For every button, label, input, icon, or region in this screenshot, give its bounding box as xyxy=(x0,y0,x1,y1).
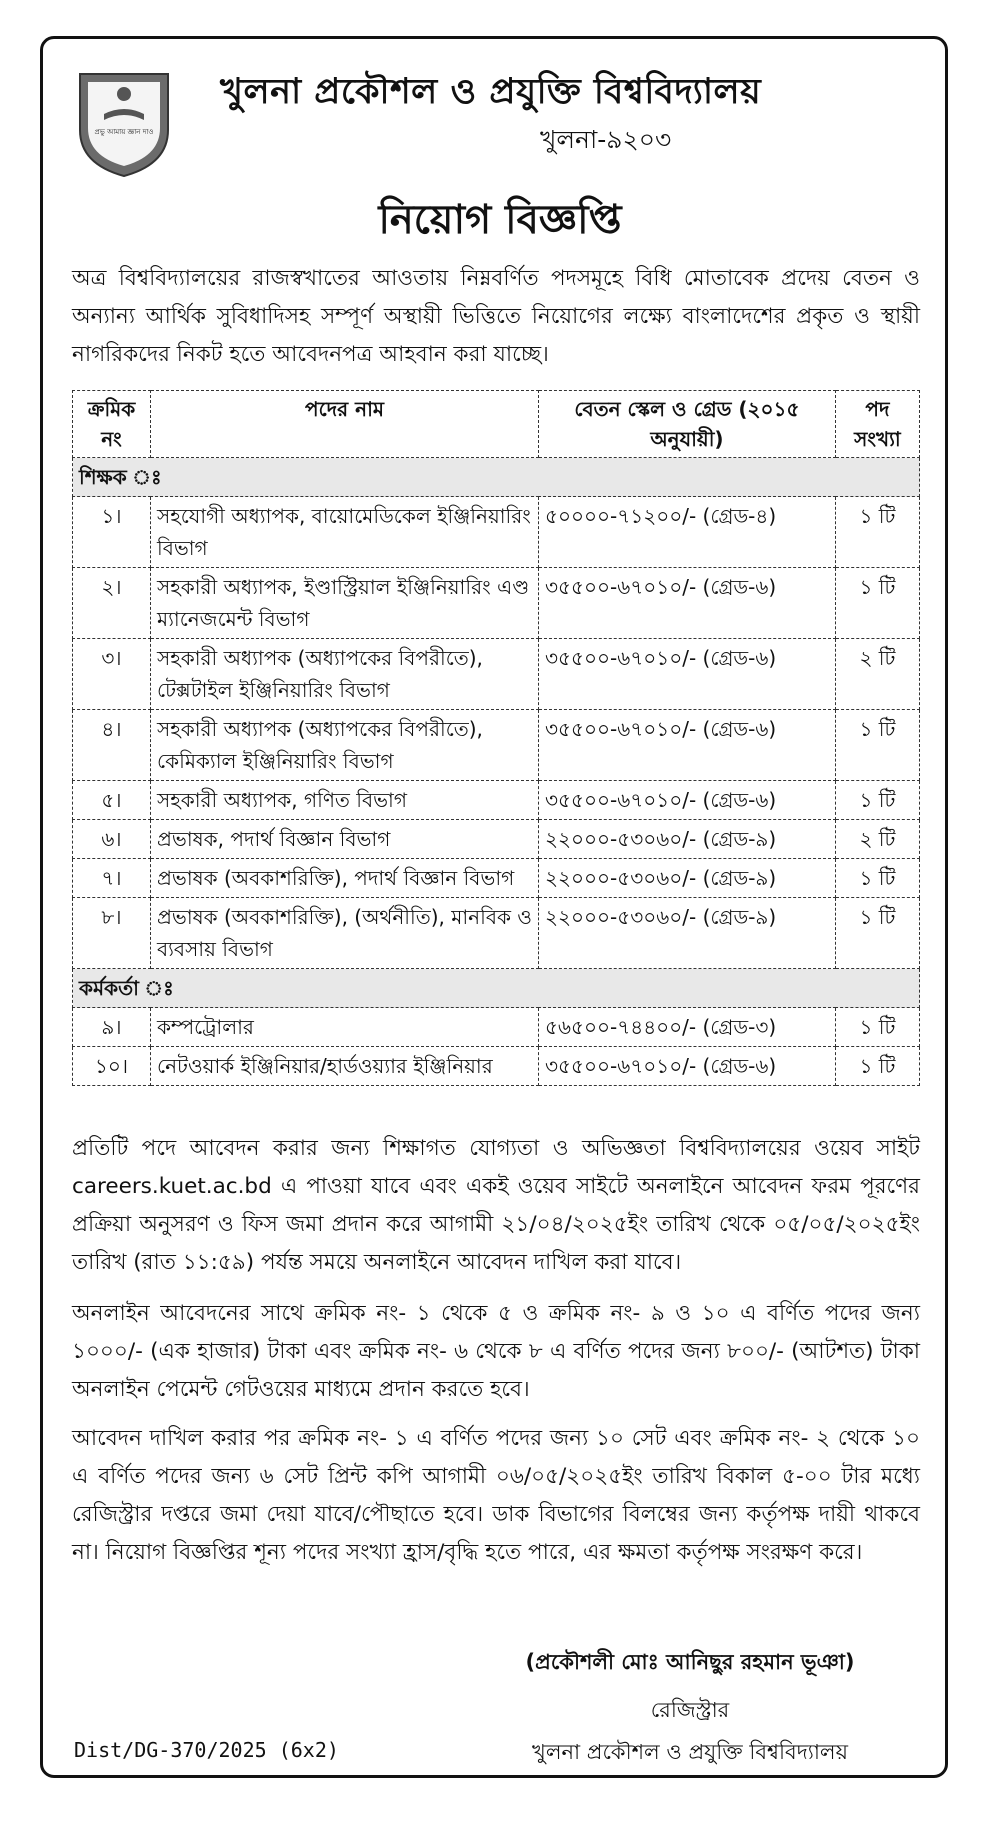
cell-scale: ৫০০০০-৭১২০০/- (গ্রেড-৪) xyxy=(539,497,836,568)
university-name: খুলনা প্রকৌশল ও প্রযুক্তি বিশ্ববিদ্যালয় xyxy=(220,72,762,112)
cell-post: নেটওয়ার্ক ইঞ্জিনিয়ার/হার্ডওয়্যার ইঞ্জিনিয়ার xyxy=(151,1047,539,1086)
cell-serial: ৪। xyxy=(73,710,151,781)
cell-serial: ২। xyxy=(73,568,151,639)
cell-post: সহকারী অধ্যাপক, ইণ্ডাস্ট্রিয়াল ইঞ্জিনিয়ারিং এণ্ড ম্যানেজমেন্ট বিভাগ xyxy=(151,568,539,639)
cell-post: সহকারী অধ্যাপক (অধ্যাপকের বিপরীতে), কেমিক্যাল ইঞ্জিনিয়ারিং বিভাগ xyxy=(151,710,539,781)
cell-post: কম্পট্রোলার xyxy=(151,1008,539,1047)
section-title: শিক্ষক ঃ xyxy=(73,458,920,497)
posts-table xyxy=(72,390,920,1086)
cell-serial: ১। xyxy=(73,497,151,568)
cell-post: সহকারী অধ্যাপক (অধ্যাপকের বিপরীতে), টেক্সটাইল ইঞ্জিনিয়ারিং বিভাগ xyxy=(151,639,539,710)
table-row xyxy=(73,497,920,568)
cell-serial: ৮। xyxy=(73,898,151,969)
cell-scale: ২২০০০-৫৩০৬০/- (গ্রেড-৯) xyxy=(539,859,836,898)
signatory-name: (প্রকৌশলী মোঃ আনিছুর রহমান ভূঞা) xyxy=(525,1650,855,1674)
signatory-designation: রেজিস্ট্রার xyxy=(650,1698,730,1722)
table-row xyxy=(73,1008,920,1047)
cell-count: ১ টি xyxy=(835,497,919,568)
cell-scale: ৫৬৫০০-৭৪৪০০/- (গ্রেড-৩) xyxy=(539,1008,836,1047)
cell-serial: ৩। xyxy=(73,639,151,710)
header-scale: বেতন স্কেল ও গ্রেড (২০১৫ অনুযায়ী) xyxy=(539,391,836,458)
cell-count: ১ টি xyxy=(835,568,919,639)
table-row xyxy=(73,710,920,781)
table-row xyxy=(73,781,920,820)
application-paragraph: প্রতিটি পদে আবেদন করার জন্য শিক্ষাগত যোগ্যতা ও অভিজ্ঞতা বিশ্ববিদ্যালয়ের ওয়েব সাইট careers.kuet.ac.bd এ পাওয়া যাবে এবং একই ওয়েব সাইটে অনলাইনে আবেদন ফরম পূরণের প্রক্রিয়া অনুসরণ ও ফিস জমা প্রদান করে আগামী ২১/০৪/২০২৫ইং তারিখ থেকে ০৫/০৫/২০২৫ইং তারিখ (রাত ১১:৫৯) পর্যন্ত সময়ে অনলাইনে আবেদন দাখিল করা যাবে। xyxy=(72,1136,920,1275)
cell-post: সহকারী অধ্যাপক, গণিত বিভাগ xyxy=(151,781,539,820)
dist-code: Dist/DG-370/2025 (6x2) xyxy=(74,1738,339,1762)
cell-count: ১ টি xyxy=(835,859,919,898)
cell-scale: ২২০০০-৫৩০৬০/- (গ্রেড-৯) xyxy=(539,898,836,969)
table-row xyxy=(73,898,920,969)
table-row xyxy=(73,859,920,898)
cell-scale: ৩৫৫০০-৬৭০১০/- (গ্রেড-৬) xyxy=(539,710,836,781)
cell-post: প্রভাষক (অবকাশরিক্তি), পদার্থ বিজ্ঞান বিভাগ xyxy=(151,859,539,898)
cell-scale: ২২০০০-৫৩০৬০/- (গ্রেড-৯) xyxy=(539,820,836,859)
section-row-officers xyxy=(73,969,920,1008)
table-row xyxy=(73,568,920,639)
cell-count: ২ টি xyxy=(835,820,919,859)
intro-paragraph: অত্র বিশ্ববিদ্যালয়ের রাজস্বখাতের আওতায় নিম্নবর্ণিত পদসমূহে বিধি মোতাবেক প্রদেয় বেতন ও অন্যান্য আর্থিক সুবিধাদিসহ সম্পূর্ণ অস্থায়ী ভিত্তিতে নিয়োগের লক্ষ্যে বাংলাদেশের প্রকৃত ও স্থায়ী নাগরিকদের নিকট হতে আবেদনপত্র আহবান করা যাচ্ছে। xyxy=(72,266,920,367)
cell-scale: ৩৫৫০০-৬৭০১০/- (গ্রেড-৬) xyxy=(539,639,836,710)
signatory-organization: খুলনা প্রকৌশল ও প্রযুক্তি বিশ্ববিদ্যালয় xyxy=(532,1740,848,1764)
section-row-teachers xyxy=(73,458,920,497)
section-title: কর্মকর্তা ঃ xyxy=(73,969,920,1008)
table-header-row xyxy=(73,391,920,458)
cell-count: ১ টি xyxy=(835,1008,919,1047)
cell-serial: ৫। xyxy=(73,781,151,820)
notice-title: নিয়োগ বিজ্ঞপ্তি xyxy=(378,197,622,243)
university-city: খুলনা-৯২০৩ xyxy=(540,125,672,154)
cell-count: ১ টি xyxy=(835,710,919,781)
table-row xyxy=(73,639,920,710)
fee-paragraph: অনলাইন আবেদনের সাথে ক্রমিক নং- ১ থেকে ৫ ও ক্রমিক নং- ৯ ও ১০ এ বর্ণিত পদের জন্য ১০০০/- (এক হাজার) টাকা এবং ক্রমিক নং- ৬ থেকে ৮ এ বর্ণিত পদের জন্য ৮০০/- (আটশত) টাকা অনলাইন পেমেন্ট গেটওয়ের মাধ্যমে প্রদান করতে হবে। xyxy=(72,1301,920,1402)
table-row xyxy=(73,1047,920,1086)
cell-serial: ৬। xyxy=(73,820,151,859)
submission-paragraph: আবেদন দাখিল করার পর ক্রমিক নং- ১ এ বর্ণিত পদের জন্য ১০ সেট এবং ক্রমিক নং- ২ থেকে ১০ এ বর্ণিত পদের জন্য ৬ সেট প্রিন্ট কপি আগামী ০৬/০৫/২০২৫ইং তারিখ বিকাল ৫-০০ টার মধ্যে রেজিস্ট্রার দপ্তরে জমা দেয়া যাবে/পৌছাতে হবে। ডাক বিভাগের বিলম্বের জন্য কর্তৃপক্ষ দায়ী থাকবে না। নিয়োগ বিজ্ঞপ্তির শূন্য পদের সংখ্যা হ্রাস/বৃদ্ধি হতে পারে, এর ক্ষমতা কর্তৃপক্ষ সংরক্ষণ করে। xyxy=(72,1426,920,1565)
cell-scale: ৩৫৫০০-৬৭০১০/- (গ্রেড-৬) xyxy=(539,781,836,820)
cell-serial: ৯। xyxy=(73,1008,151,1047)
header-serial: ক্রমিক নং xyxy=(73,391,151,458)
table-row xyxy=(73,820,920,859)
header-count: পদ সংখ্যা xyxy=(835,391,919,458)
cell-count: ১ টি xyxy=(835,1047,919,1086)
logo-motto: প্রভু আমায় জ্ঞান দাও xyxy=(94,128,154,136)
cell-scale: ৩৫৫০০-৬৭০১০/- (গ্রেড-৬) xyxy=(539,568,836,639)
cell-count: ১ টি xyxy=(835,898,919,969)
cell-post: সহযোগী অধ্যাপক, বায়োমেডিকেল ইঞ্জিনিয়ারিং বিভাগ xyxy=(151,497,539,568)
cell-serial: ৭। xyxy=(73,859,151,898)
cell-count: ২ টি xyxy=(835,639,919,710)
cell-post: প্রভাষক, পদার্থ বিজ্ঞান বিভাগ xyxy=(151,820,539,859)
cell-post: প্রভাষক (অবকাশরিক্তি), (অর্থনীতি), মানবিক ও ব্যবসায় বিভাগ xyxy=(151,898,539,969)
cell-scale: ৩৫৫০০-৬৭০১০/- (গ্রেড-৬) xyxy=(539,1047,836,1086)
cell-count: ১ টি xyxy=(835,781,919,820)
university-logo xyxy=(74,68,174,180)
cell-serial: ১০। xyxy=(73,1047,151,1086)
header-post: পদের নাম xyxy=(151,391,539,458)
